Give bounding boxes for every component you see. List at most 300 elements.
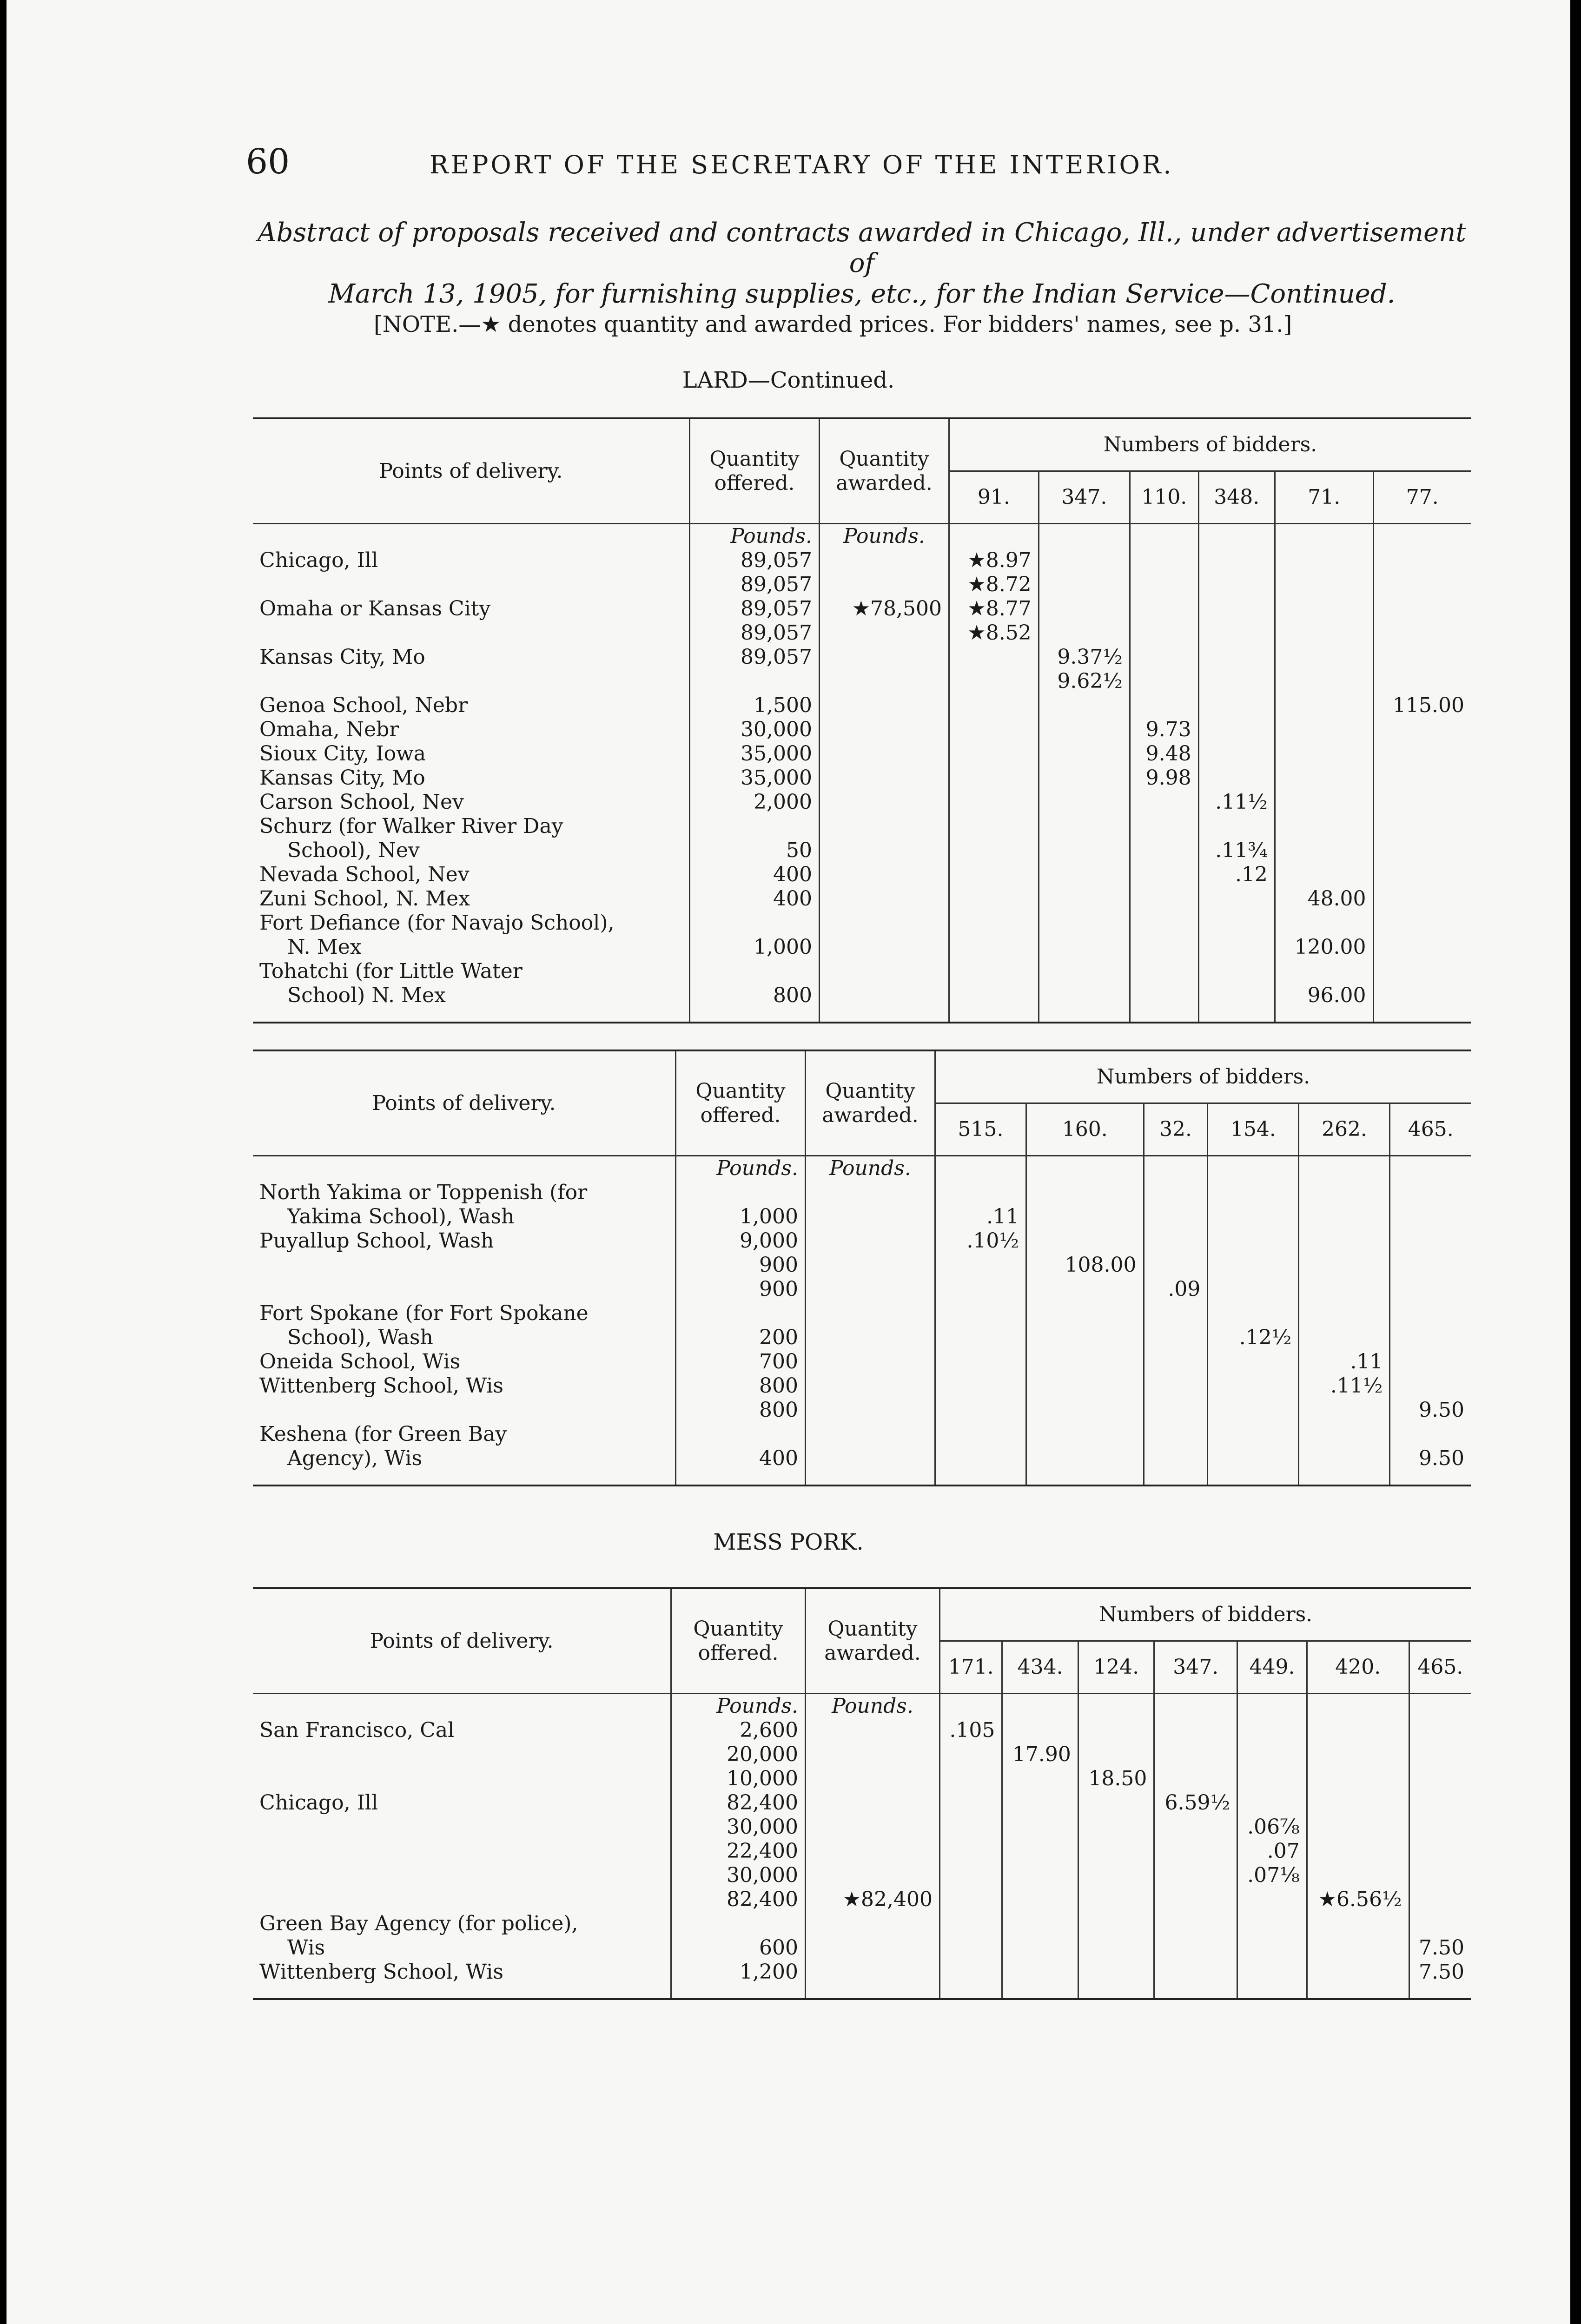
quantity-offered: 800 bbox=[690, 959, 820, 1008]
bid-price: 9.48 bbox=[1130, 742, 1199, 766]
quantity-awarded bbox=[806, 1960, 940, 1984]
bid-price bbox=[1039, 718, 1130, 742]
bid-price bbox=[940, 1743, 1002, 1767]
delivery-point-line: North Yakima or Toppenish (for bbox=[259, 1181, 588, 1204]
bid-price bbox=[1039, 621, 1130, 645]
bid-price bbox=[1078, 1743, 1154, 1767]
bid-price: 108.00 bbox=[1026, 1253, 1144, 1277]
delivery-point bbox=[253, 814, 690, 863]
bidder-number: 465. bbox=[1409, 1641, 1471, 1694]
bid-price bbox=[1002, 1912, 1078, 1960]
bid-price: 9.50 bbox=[1419, 1446, 1464, 1470]
bidder-number: 420. bbox=[1307, 1641, 1409, 1694]
delivery-point-line: Chicago, Ill bbox=[259, 548, 378, 572]
spacer-cell bbox=[1299, 1471, 1390, 1486]
delivery-point bbox=[253, 621, 690, 645]
bid-price: .11 bbox=[1299, 1350, 1390, 1374]
bid-price: ★8.52 bbox=[949, 621, 1039, 645]
bid-price bbox=[1307, 1791, 1409, 1815]
quantity-awarded bbox=[806, 1277, 935, 1301]
unit-label: Pounds. bbox=[806, 1156, 935, 1181]
bid-price bbox=[1373, 548, 1471, 573]
numbers-of-bidders-header: Numbers of bidders. bbox=[949, 418, 1471, 471]
bid-price bbox=[1237, 1960, 1307, 1984]
qty-awarded-header: Quantity awarded. bbox=[806, 1050, 935, 1156]
qty-offered-header: Quantity offered. bbox=[671, 1588, 806, 1694]
page-header bbox=[246, 142, 1510, 182]
bid-price bbox=[1039, 959, 1130, 1008]
bid-price: .06⅞ bbox=[1237, 1815, 1307, 1839]
bidder-number: 262. bbox=[1299, 1103, 1390, 1156]
bid-price bbox=[1078, 1718, 1154, 1743]
bid-price bbox=[1026, 1181, 1144, 1229]
quantity-offered: 2,000 bbox=[690, 790, 820, 814]
bid-price bbox=[1039, 790, 1130, 814]
table-row bbox=[253, 645, 1471, 669]
bid-price bbox=[1208, 1350, 1299, 1374]
delivery-point-line: N. Mex bbox=[287, 935, 362, 959]
bidder-number: 71. bbox=[1275, 471, 1373, 524]
bid-price bbox=[1373, 597, 1471, 621]
bid-price bbox=[1144, 1374, 1208, 1398]
bid-price bbox=[1275, 693, 1373, 718]
bid-price bbox=[1275, 863, 1373, 887]
bid-price bbox=[1002, 1718, 1078, 1743]
bid-price bbox=[1026, 1374, 1144, 1398]
quantity-offered: 50 bbox=[690, 814, 820, 863]
spacer-cell bbox=[1237, 1984, 1307, 1999]
delivery-point-line: Keshena (for Green Bay bbox=[259, 1422, 507, 1446]
delivery-point bbox=[253, 1301, 676, 1350]
bid-price: ★8.97 bbox=[949, 548, 1039, 573]
spacer-cell bbox=[1373, 1008, 1471, 1023]
quantity-awarded bbox=[806, 1839, 940, 1863]
bidder-number: 347. bbox=[1039, 471, 1130, 524]
delivery-point bbox=[253, 790, 690, 814]
bid-price bbox=[1275, 548, 1373, 573]
table-row bbox=[253, 1350, 1471, 1374]
table-row bbox=[253, 1301, 1471, 1350]
bid-price bbox=[1026, 1229, 1144, 1253]
bid-price bbox=[1390, 1374, 1471, 1398]
bidder-number: 465. bbox=[1390, 1103, 1471, 1156]
table-row bbox=[253, 1815, 1471, 1839]
spacer-cell bbox=[1078, 1984, 1154, 1999]
bid-price bbox=[1275, 718, 1373, 742]
qty-offered-header: Quantity offered. bbox=[676, 1050, 806, 1156]
bid-price bbox=[1237, 1718, 1307, 1743]
unit-blank bbox=[1409, 1694, 1471, 1719]
quantity-offered: 89,057 bbox=[690, 621, 820, 645]
unit-blank bbox=[1002, 1694, 1078, 1719]
unit-blank bbox=[1307, 1694, 1409, 1719]
mess-pork-section-title: MESS PORK. bbox=[713, 1529, 864, 1555]
bid-price bbox=[1078, 1960, 1154, 1984]
spacer-cell bbox=[1198, 1008, 1275, 1023]
quantity-awarded bbox=[820, 814, 949, 863]
quantity-awarded bbox=[820, 887, 949, 911]
delivery-point bbox=[253, 742, 690, 766]
quantity-awarded bbox=[806, 1350, 935, 1374]
delivery-point bbox=[253, 1229, 676, 1253]
bid-price bbox=[1275, 573, 1373, 597]
delivery-point-line: Nevada School, Nev bbox=[259, 863, 470, 886]
bid-price bbox=[1026, 1301, 1144, 1350]
bid-price bbox=[1078, 1888, 1154, 1912]
bid-price bbox=[1002, 1863, 1078, 1888]
bid-price bbox=[1299, 1422, 1390, 1471]
bid-price bbox=[1307, 1960, 1409, 1984]
quantity-offered: 700 bbox=[676, 1350, 806, 1374]
delivery-point-line: Sioux City, Iowa bbox=[259, 742, 426, 766]
unit-blank bbox=[1299, 1156, 1390, 1181]
delivery-point bbox=[253, 693, 690, 718]
bid-price bbox=[1130, 573, 1199, 597]
bid-price bbox=[1130, 621, 1199, 645]
quantity-awarded: ★82,400 bbox=[806, 1888, 940, 1912]
bid-price bbox=[1275, 645, 1373, 669]
lard-table-2 bbox=[253, 1050, 1471, 1486]
bid-price bbox=[1409, 1863, 1471, 1888]
bid-price bbox=[935, 1277, 1026, 1301]
unit-blank bbox=[253, 1156, 676, 1181]
bid-price bbox=[1373, 887, 1471, 911]
delivery-point bbox=[253, 887, 690, 911]
bid-price bbox=[1130, 645, 1199, 669]
quantity-offered: 35,000 bbox=[690, 766, 820, 790]
quantity-offered: 30,000 bbox=[671, 1815, 806, 1839]
bid-price bbox=[940, 1863, 1002, 1888]
bid-price bbox=[1026, 1277, 1144, 1301]
bid-price bbox=[1130, 911, 1199, 959]
quantity-offered bbox=[690, 669, 820, 693]
spacer-cell bbox=[676, 1471, 806, 1486]
delivery-point-line: Wittenberg School, Wis bbox=[259, 1960, 503, 1984]
delivery-point-line: School), Nev bbox=[287, 838, 420, 862]
bid-price bbox=[1026, 1350, 1144, 1374]
numbers-of-bidders-header: Numbers of bidders. bbox=[935, 1050, 1471, 1103]
spacer-cell bbox=[1130, 1008, 1199, 1023]
bid-price bbox=[1039, 911, 1130, 959]
delivery-point-line: Carson School, Nev bbox=[259, 790, 464, 814]
bid-price bbox=[1237, 1767, 1307, 1791]
bid-price bbox=[949, 645, 1039, 669]
bid-price: 96.00 bbox=[1275, 959, 1373, 1008]
bid-price bbox=[1373, 766, 1471, 790]
bid-price: .12 bbox=[1198, 863, 1275, 887]
quantity-awarded bbox=[806, 1791, 940, 1815]
unit-blank bbox=[1373, 524, 1471, 549]
delivery-point bbox=[253, 1718, 671, 1743]
bid-price: 7.50 bbox=[1419, 1936, 1464, 1960]
bid-price bbox=[1154, 1888, 1237, 1912]
bid-price bbox=[1130, 669, 1199, 693]
points-header: Points of delivery. bbox=[253, 418, 690, 524]
delivery-point bbox=[253, 1912, 671, 1960]
quantity-offered: 82,400 bbox=[671, 1791, 806, 1815]
bid-price bbox=[1078, 1815, 1154, 1839]
bid-price bbox=[1373, 863, 1471, 887]
quantity-offered: 900 bbox=[676, 1253, 806, 1277]
bid-price bbox=[1409, 1888, 1471, 1912]
quantity-offered: 400 bbox=[690, 887, 820, 911]
table-row bbox=[253, 1374, 1471, 1398]
quantity-offered: 89,057 bbox=[690, 597, 820, 621]
bid-price bbox=[1373, 669, 1471, 693]
bid-price bbox=[935, 1374, 1026, 1398]
bid-price bbox=[949, 693, 1039, 718]
unit-blank bbox=[935, 1156, 1026, 1181]
bidder-number: 77. bbox=[1373, 471, 1471, 524]
bid-price bbox=[940, 1839, 1002, 1863]
delivery-point bbox=[253, 1839, 671, 1863]
spacer-cell bbox=[935, 1471, 1026, 1486]
bid-price bbox=[1039, 742, 1130, 766]
bid-price bbox=[1144, 1422, 1208, 1471]
delivery-point bbox=[253, 548, 690, 573]
delivery-point-line: Tohatchi (for Little Water bbox=[259, 959, 523, 983]
bid-price bbox=[1078, 1791, 1154, 1815]
bid-price bbox=[1237, 1888, 1307, 1912]
page-number: 60 bbox=[246, 142, 290, 182]
bid-price bbox=[1130, 814, 1199, 863]
bid-price bbox=[1026, 1422, 1144, 1471]
bid-price bbox=[940, 1767, 1002, 1791]
delivery-point bbox=[253, 718, 690, 742]
bid-price: .105 bbox=[940, 1718, 1002, 1743]
bid-price: 48.00 bbox=[1275, 887, 1373, 911]
bid-price bbox=[940, 1791, 1002, 1815]
spacer-cell bbox=[253, 1984, 671, 1999]
bid-price bbox=[1373, 645, 1471, 669]
caption-line-2: March 13, 1905, for furnishing supplies, etc., for the Indian Service—Continued. bbox=[328, 279, 1396, 309]
bid-price bbox=[1275, 742, 1373, 766]
spacer-cell bbox=[1154, 1984, 1237, 1999]
bid-price: 17.90 bbox=[1002, 1743, 1078, 1767]
table-row bbox=[253, 718, 1471, 742]
quantity-offered: 400 bbox=[676, 1422, 806, 1471]
bid-price bbox=[1144, 1181, 1208, 1229]
unit-blank bbox=[1144, 1156, 1208, 1181]
quantity-awarded bbox=[820, 911, 949, 959]
bid-price bbox=[1154, 1863, 1237, 1888]
quantity-offered: 20,000 bbox=[671, 1743, 806, 1767]
delivery-point bbox=[253, 863, 690, 887]
quantity-offered: 35,000 bbox=[690, 742, 820, 766]
bid-price: .11¾ bbox=[1198, 814, 1275, 863]
quantity-offered: 22,400 bbox=[671, 1839, 806, 1863]
spacer-cell bbox=[1390, 1471, 1471, 1486]
bid-price bbox=[1299, 1277, 1390, 1301]
bid-price bbox=[940, 1960, 1002, 1984]
bid-price bbox=[1208, 1422, 1299, 1471]
bidder-number: 154. bbox=[1208, 1103, 1299, 1156]
quantity-awarded: ★78,500 bbox=[820, 597, 949, 621]
quantity-offered: 2,600 bbox=[671, 1718, 806, 1743]
delivery-point bbox=[253, 1398, 676, 1422]
delivery-point bbox=[253, 959, 690, 1008]
table-row bbox=[253, 1791, 1471, 1815]
bid-price bbox=[1409, 1767, 1471, 1791]
bid-price bbox=[1144, 1301, 1208, 1350]
bidder-number: 171. bbox=[940, 1641, 1002, 1694]
unit-blank bbox=[1208, 1156, 1299, 1181]
spacer-cell bbox=[940, 1984, 1002, 1999]
lard-section-title: LARD—Continued. bbox=[682, 367, 895, 393]
delivery-point bbox=[253, 1350, 676, 1374]
bid-price: .10½ bbox=[935, 1229, 1026, 1253]
bid-price bbox=[1307, 1718, 1409, 1743]
unit-blank bbox=[1237, 1694, 1307, 1719]
quantity-offered: 89,057 bbox=[690, 645, 820, 669]
delivery-point bbox=[253, 1422, 676, 1471]
spacer-cell bbox=[1307, 1984, 1409, 1999]
table-row bbox=[253, 573, 1471, 597]
delivery-point-line: Chicago, Ill bbox=[259, 1791, 378, 1815]
table-row bbox=[253, 742, 1471, 766]
bid-price bbox=[1373, 790, 1471, 814]
bid-price bbox=[1275, 814, 1373, 863]
delivery-point bbox=[253, 1863, 671, 1888]
bid-price bbox=[1039, 693, 1130, 718]
bid-price bbox=[1039, 766, 1130, 790]
bid-price bbox=[1299, 1253, 1390, 1277]
table-row bbox=[253, 621, 1471, 645]
bid-price bbox=[1198, 548, 1275, 573]
table-row bbox=[253, 1960, 1471, 1984]
bid-price bbox=[1307, 1815, 1409, 1839]
quantity-awarded bbox=[820, 693, 949, 718]
bid-price bbox=[1078, 1912, 1154, 1960]
bid-price bbox=[1130, 863, 1199, 887]
bid-price bbox=[1144, 1253, 1208, 1277]
delivery-point bbox=[253, 1791, 671, 1815]
quantity-offered: 600 bbox=[671, 1912, 806, 1960]
table-row bbox=[253, 1912, 1471, 1960]
bid-price bbox=[1275, 597, 1373, 621]
quantity-offered: 30,000 bbox=[671, 1863, 806, 1888]
bid-price bbox=[1390, 1229, 1471, 1253]
bid-price: .11½ bbox=[1299, 1374, 1390, 1398]
delivery-point bbox=[253, 645, 690, 669]
delivery-point bbox=[253, 1253, 676, 1277]
unit-label: Pounds. bbox=[690, 524, 820, 549]
bid-price bbox=[1002, 1815, 1078, 1839]
delivery-point-line: Green Bay Agency (for police), bbox=[259, 1912, 578, 1935]
bid-price bbox=[1039, 548, 1130, 573]
bid-price bbox=[1144, 1398, 1208, 1422]
bid-price bbox=[1154, 1839, 1237, 1863]
unit-label: Pounds. bbox=[806, 1694, 940, 1719]
bid-price bbox=[935, 1422, 1026, 1471]
quantity-awarded bbox=[820, 742, 949, 766]
bid-price bbox=[1130, 597, 1199, 621]
bid-price bbox=[1299, 1301, 1390, 1350]
bid-price bbox=[1198, 887, 1275, 911]
bid-price bbox=[1002, 1767, 1078, 1791]
bid-price bbox=[949, 718, 1039, 742]
bidder-number: 160. bbox=[1026, 1103, 1144, 1156]
table-row bbox=[253, 1718, 1471, 1743]
quantity-awarded bbox=[820, 863, 949, 887]
bidder-number: 515. bbox=[935, 1103, 1026, 1156]
table-row bbox=[253, 693, 1471, 718]
bid-price bbox=[1373, 573, 1471, 597]
spacer-cell bbox=[253, 1471, 676, 1486]
quantity-awarded bbox=[806, 1181, 935, 1229]
delivery-point bbox=[253, 1888, 671, 1912]
bid-price bbox=[1299, 1181, 1390, 1229]
delivery-point-line: Omaha or Kansas City bbox=[259, 597, 491, 621]
qty-awarded-header: Quantity awarded. bbox=[806, 1588, 940, 1694]
delivery-point-line: Kansas City, Mo bbox=[259, 645, 425, 669]
bid-price bbox=[1198, 911, 1275, 959]
quantity-offered: 82,400 bbox=[671, 1888, 806, 1912]
table-row bbox=[253, 790, 1471, 814]
bid-price bbox=[935, 1253, 1026, 1277]
delivery-point-line: Agency), Wis bbox=[287, 1446, 423, 1470]
bid-price bbox=[1198, 693, 1275, 718]
bid-price bbox=[949, 887, 1039, 911]
bid-price bbox=[1130, 887, 1199, 911]
delivery-point bbox=[253, 911, 690, 959]
unit-label: Pounds. bbox=[676, 1156, 806, 1181]
quantity-offered: 800 bbox=[676, 1398, 806, 1422]
delivery-point-line: Wis bbox=[287, 1936, 325, 1960]
spacer-cell bbox=[1409, 1984, 1471, 1999]
bid-price bbox=[949, 863, 1039, 887]
bid-price bbox=[949, 911, 1039, 959]
spacer-cell bbox=[949, 1008, 1039, 1023]
bid-price: ★8.72 bbox=[949, 573, 1039, 597]
bid-price bbox=[1373, 718, 1471, 742]
bid-price bbox=[1154, 1743, 1237, 1767]
table-row bbox=[253, 1181, 1471, 1229]
bid-price: .12½ bbox=[1208, 1301, 1299, 1350]
quantity-awarded bbox=[806, 1743, 940, 1767]
bid-price: ★8.77 bbox=[949, 597, 1039, 621]
bid-price bbox=[1144, 1350, 1208, 1374]
bid-price bbox=[1390, 1350, 1471, 1374]
bid-price: .11½ bbox=[1198, 790, 1275, 814]
bid-price bbox=[1307, 1743, 1409, 1767]
delivery-point bbox=[253, 1277, 676, 1301]
quantity-awarded bbox=[806, 1422, 935, 1471]
bid-price bbox=[1390, 1253, 1471, 1277]
quantity-offered: 1,000 bbox=[676, 1181, 806, 1229]
bid-price bbox=[1198, 718, 1275, 742]
bid-price bbox=[1198, 669, 1275, 693]
delivery-point bbox=[253, 1960, 671, 1984]
bid-price bbox=[1039, 814, 1130, 863]
bid-price bbox=[949, 766, 1039, 790]
caption-line-1: Abstract of proposals received and contracts awarded in Chicago, Ill., under advertisement of bbox=[258, 218, 1466, 278]
quantity-offered: 89,057 bbox=[690, 573, 820, 597]
bid-price bbox=[1307, 1767, 1409, 1791]
bid-price bbox=[1237, 1791, 1307, 1815]
table-row bbox=[253, 911, 1471, 959]
bid-price bbox=[1078, 1863, 1154, 1888]
quantity-awarded bbox=[820, 718, 949, 742]
delivery-point-line: Genoa School, Nebr bbox=[259, 693, 468, 717]
delivery-point-line: School) N. Mex bbox=[287, 984, 446, 1007]
spacer-cell bbox=[1039, 1008, 1130, 1023]
bid-price bbox=[935, 1398, 1026, 1422]
bid-price bbox=[1154, 1960, 1237, 1984]
spacer-cell bbox=[806, 1984, 940, 1999]
bid-price bbox=[1373, 742, 1471, 766]
bid-price bbox=[1154, 1767, 1237, 1791]
